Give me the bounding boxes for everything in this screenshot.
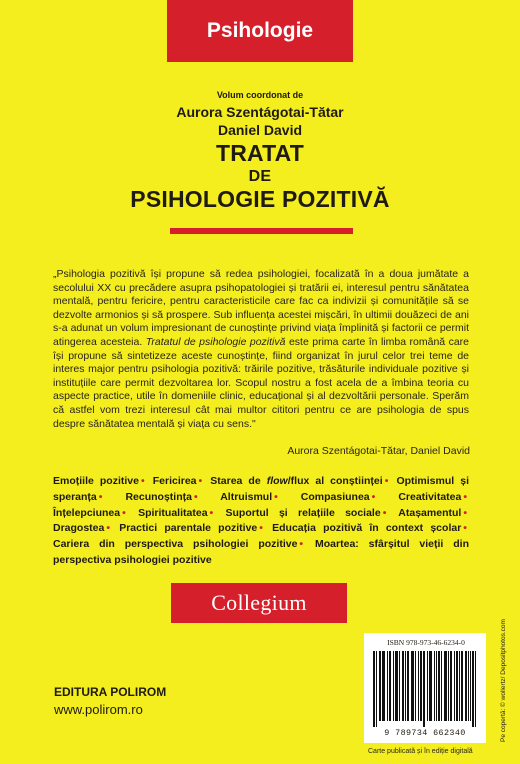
topic-separator: • xyxy=(106,522,111,535)
author-2: Daniel David xyxy=(217,122,303,138)
topic-separator: • xyxy=(299,538,304,551)
topic-item: Practici parentale pozitive xyxy=(119,522,258,535)
title-line-3: PSIHOLOGIE POZITIVĂ xyxy=(130,186,390,212)
topic-item: Cariera din perspectiva psihologiei pozitive xyxy=(53,538,298,551)
series-label: Psihologie xyxy=(206,19,314,42)
publisher-url: www.polirom.ro xyxy=(54,702,143,717)
topic-item: Fericirea xyxy=(152,475,197,487)
topic-separator: • xyxy=(122,506,126,519)
blurb-paragraph xyxy=(53,268,469,431)
topic-separator: • xyxy=(193,490,198,503)
topic-item: Emoțiile pozitive xyxy=(53,475,139,487)
topic-separator: • xyxy=(382,506,387,519)
topic-separator: • xyxy=(209,506,214,519)
topic-item: Educația pozitivă în context școlar xyxy=(272,522,462,535)
title-underline xyxy=(170,228,353,234)
topic-item: Atașamentul xyxy=(398,506,462,519)
topic-item: Spiritualitatea xyxy=(138,506,208,519)
barcode-number: 9 789734 662340 xyxy=(384,728,466,738)
topic-separator: • xyxy=(463,522,467,535)
topic-separator: • xyxy=(259,522,263,535)
topic-item: Creativitatea xyxy=(398,490,462,503)
topic-separator: • xyxy=(198,475,203,487)
topic-item: Starea de flow/flux al conștiinței xyxy=(210,475,383,487)
blurb-text: „Psihologia pozitivă își propune să redea psihologiei, focalizată în a doua jumătate a secolului XX cu precădere asupra psihopatologiei și tratării ei, interesul pentru sănătatea mentală, pentru fericire, pentru caracteristicile care fac ca indivizii și comunitățile să se dezvolte armonios și să prospere. Sub influența acestei mișcări, în ultimii douăzeci de ani s-a adunat un volum impresionant de cunoștințe privind viața împlinită și factorii ce permit atingerea acesteia. xyxy=(53,268,469,348)
topic-item: Compasiunea xyxy=(300,490,370,503)
blurb-book-title: Tratatul de psihologie pozitivă xyxy=(145,335,286,348)
topic-separator: • xyxy=(384,475,389,487)
cover-credit: Pe copertă: © wollertz/ Depositphotos.com xyxy=(500,619,507,742)
topic-separator: • xyxy=(140,475,145,487)
barcode-panel xyxy=(364,633,486,743)
topic-item: Suportul și relațiile sociale xyxy=(225,506,381,519)
title-line-2: DE xyxy=(248,168,272,185)
topic-item: Moartea: sfârșitul vieții din perspectiva psihologiei pozitive xyxy=(53,538,469,566)
publisher-name: EDITURA POLIROM xyxy=(54,685,167,699)
topic-item: Înțelepciunea xyxy=(53,506,121,519)
topics-list xyxy=(53,474,469,569)
topic-separator: • xyxy=(463,490,468,503)
coordination-label: Volum coordonat de xyxy=(216,90,304,100)
topic-separator: • xyxy=(463,506,467,519)
publisher-logo xyxy=(171,583,347,623)
topic-item: Altruismul xyxy=(220,490,273,503)
title-line-1: TRATAT xyxy=(215,140,305,166)
topic-item: Dragostea xyxy=(53,522,105,535)
blurb-signature: Aurora Szentágotai-Tătar, Daniel David xyxy=(287,445,470,457)
topic-separator: • xyxy=(98,490,103,503)
blurb-text-continued: este prima carte în limba română care își propune să sintetizeze aceste cunoștințe, fiind organizat în jurul celor trei teme de interes major pentru psihologia pozitivă: trăirile pozitive, trăsăturile individuale pozitive și instituțiile care permit dezvoltarea lor. Scopul nostru a fost acela de a îmbina teoria cu aspecte practice, utile în domeniile clinic, educațional și al dezvoltării personale. Sperăm că astfel vom trezi interesul cât mai multor cititori pentru ce are psihologia de spus despre sănătatea mentală și viața cu sens." xyxy=(53,335,470,430)
author-1: Aurora Szentágotai-Tătar xyxy=(176,104,344,120)
topic-separator: • xyxy=(274,490,278,503)
topic-item: Optimismul și speranța xyxy=(53,475,470,503)
topic-separator: • xyxy=(371,490,376,503)
series-banner xyxy=(167,0,353,62)
publisher-logo-text: Collegium xyxy=(211,590,307,615)
isbn-label: ISBN 978-973-46-6234-0 xyxy=(387,638,465,647)
topic-item: Recunoștința xyxy=(125,490,192,503)
barcode-bars xyxy=(373,651,477,727)
digital-edition-note: Carte publicată și în ediție digitală xyxy=(368,748,473,755)
